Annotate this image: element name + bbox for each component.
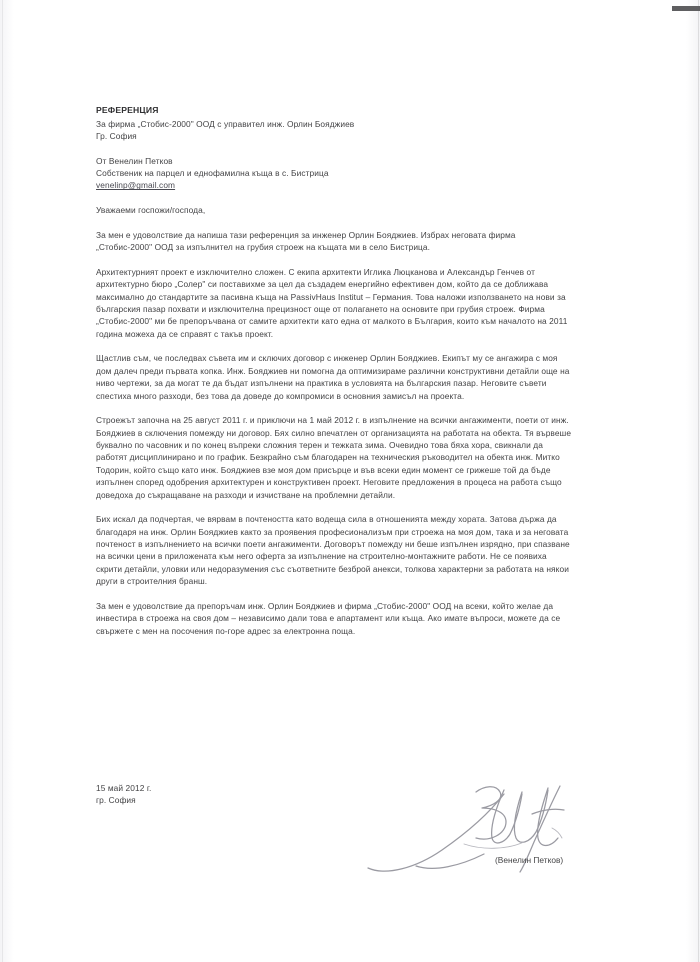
- document-title: РЕФЕРЕНЦИЯ: [96, 105, 159, 115]
- sender-line-2: Собственик на парцел и еднофамилна къща в с. Бистрица: [96, 167, 329, 178]
- paragraph-intro: За мен е удоволствие да напиша тази референция за инженер Орлин Бояджиев. Избрах неговата фирма „Стобис-2000" ООД за изпълнител на грубия строеж на къщата ми в село Бистрица.: [96, 229, 518, 253]
- paragraph-construction: Строежът започна на 25 август 2011 г. и приключи на 1 май 2012 г. в изпълнение на всички ангажименти, поети от инж. Бояджиев в сключения помежду ни договор. Бях силно впечатлен от организацията на работата на обекта. Тя вървеше буквално по часовник и по конец въпреки сложния терен и тежката зима. Очевидно това бяха хора, свикнали да работят дисциплинирано и по график. Безкрайно съм благодарен на техническия ръководител на обекта инж. Митко Тодорин, който също като инж. Бояджиев взе моя дом присърце и във всеки един момент се грижеше той да бъде изпълнен според одобрения архитектурен и конструктивен проект. Неговите предложения в процеса на работа също доведоха до съкращаване на разходи и изчистване на проблемни детайли.: [96, 415, 574, 500]
- paragraph-recommendation: За мен е удоволствие да препоръчам инж. Орлин Бояджиев и фирма „Стобис-2000" ООД на всеки, който желае да инвестира в строежа на своя дом – независимо дали това е апартамент или къща. Ако имате въпроси, можете да се свържете с мен на посочения по-горе адрес за електронна поща.: [96, 600, 563, 636]
- addressee-line-2: Гр. София: [96, 130, 137, 141]
- salutation: Уважаеми госпожи/господа,: [96, 204, 206, 215]
- signature-date-group: [96, 782, 151, 807]
- sign-city: гр. София: [96, 795, 136, 806]
- document-body: [96, 104, 574, 649]
- sender-line-1: От Венелин Петков: [96, 155, 173, 166]
- addressee-line-1: За фирма „Стобис-2000" ООД с управител инж. Орлин Бояджиев: [96, 118, 355, 129]
- email-link[interactable]: venelinp@gmail.com: [96, 180, 176, 191]
- signature-block: [96, 782, 574, 892]
- spacer: [96, 142, 574, 154]
- sign-date: 15 май 2012 г.: [96, 783, 152, 793]
- page-right-edge: [698, 0, 699, 962]
- paragraph-contract: Щастлив съм, че последвах съвета им и сключих договор с инженер Орлин Бояджиев. Екипът му се ангажира с моя дом далеч преди първата копка. Инж. Бояджиев ни помогна да оптимизираме различни конструктивни детайли още на ниво чертежи, за да могат те да бъдат изпълнени на практика в условията на българския пазар. Неговите съвети спестиха много разходи, без това да доведе до компромиси в основния замисъл на проекта.: [96, 353, 572, 401]
- spacer: [96, 192, 574, 204]
- page-left-edge: [2, 0, 3, 962]
- sender-email-line: [96, 179, 574, 191]
- paragraph-integrity: Бих искал да подчертая, че вярвам в почтеността като водеща сила в отношенията между хората. Затова държа да благодаря на инж. Орлин Бояджиев както за проявения професионализъм при строежа на моя дом, така и за неговата почтеност в изпълнението на всички поети ангажименти. Договорът помежду ни беше изпълнен изрядно, при спазване на всички цени в приложената към него оферта за изпълнение на строително-монтажните работи. Не се появиха скрити детайли, уловки или недоразумения със съответните безброй анекси, толкова характерни за работата на някои други в строителния бранш.: [96, 514, 573, 587]
- scan-artifact-mark: [672, 6, 700, 11]
- paragraph-architecture: Архитектурният проект е изключително сложен. С екипа архитекти Иглика Люцканова и Александър Генчев от архитектурно бюро „Солер" си поставихме за цел да създадем енергийно ефективен дом, който да се доближава максимално до стандартите за пасивна къща на PassivHaus Institut – Германия. Това наложи използването на нови за българския пазар похвати и изключителна прецизност още от полагането на основите при грубия строеж. Фирма „Стобис-2000" ми бе препоръчвана от самите архитекти като една от малкото в България, които към началото на 2011 година можеха да се справят с такъв проект.: [96, 266, 570, 339]
- signature-name: (Венелин Петков): [495, 855, 564, 865]
